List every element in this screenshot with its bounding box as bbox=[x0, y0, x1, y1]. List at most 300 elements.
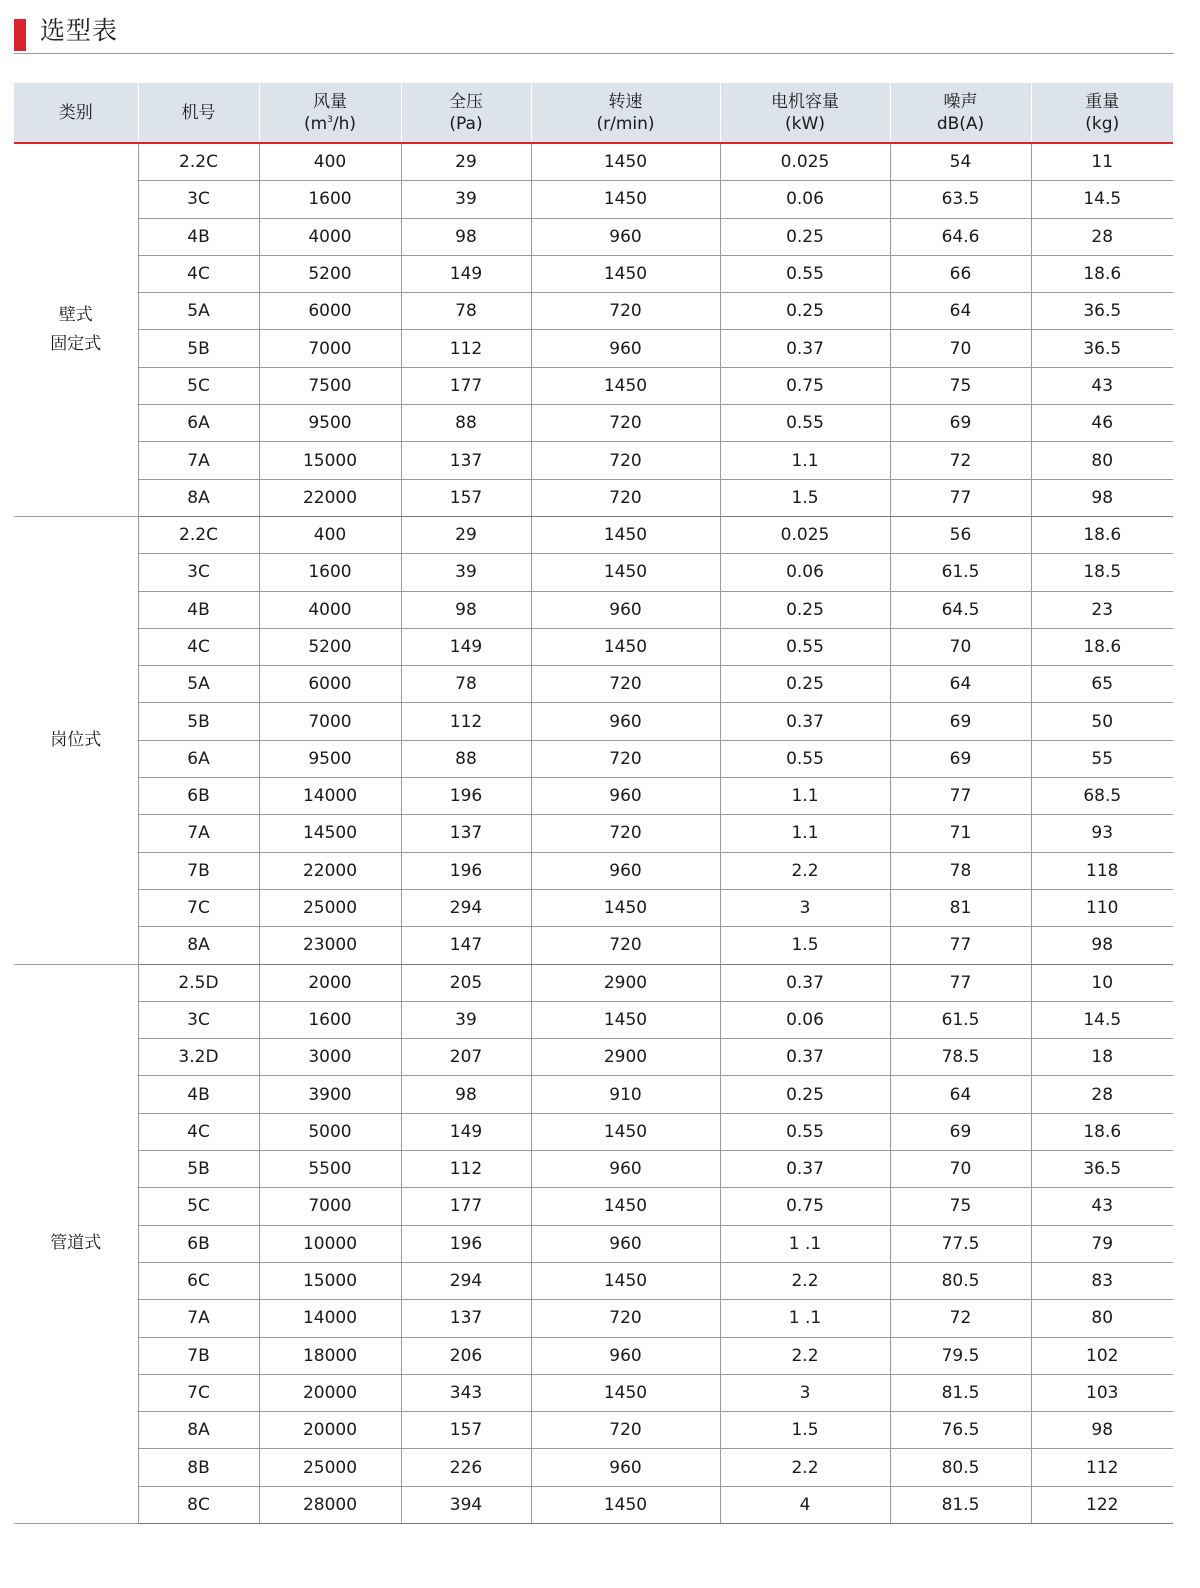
pressure-cell: 394 bbox=[401, 1486, 531, 1523]
header-model: 机号 bbox=[138, 83, 259, 143]
speed-cell: 720 bbox=[531, 442, 720, 479]
table-row bbox=[14, 255, 1173, 292]
speed-cell: 1450 bbox=[531, 1374, 720, 1411]
airflow-cell: 10000 bbox=[259, 1225, 401, 1262]
noise-cell: 75 bbox=[890, 367, 1031, 404]
table-row bbox=[14, 1486, 1173, 1523]
pressure-cell: 196 bbox=[401, 852, 531, 889]
airflow-cell: 22000 bbox=[259, 852, 401, 889]
pressure-cell: 226 bbox=[401, 1449, 531, 1486]
motor-power-cell: 1.5 bbox=[720, 927, 890, 964]
table-row bbox=[14, 181, 1173, 218]
table-body bbox=[14, 143, 1173, 1523]
table-row bbox=[14, 927, 1173, 964]
pressure-cell: 196 bbox=[401, 1225, 531, 1262]
noise-cell: 77.5 bbox=[890, 1225, 1031, 1262]
airflow-cell: 9500 bbox=[259, 405, 401, 442]
motor-power-cell: 1.1 bbox=[720, 442, 890, 479]
pressure-cell: 157 bbox=[401, 479, 531, 516]
selection-table bbox=[14, 83, 1173, 1524]
speed-cell: 960 bbox=[531, 1225, 720, 1262]
speed-cell: 1450 bbox=[531, 628, 720, 665]
model-cell: 5A bbox=[138, 666, 259, 703]
motor-power-cell: 0.25 bbox=[720, 591, 890, 628]
category-cell bbox=[14, 516, 138, 964]
pressure-cell: 137 bbox=[401, 1300, 531, 1337]
speed-cell: 1450 bbox=[531, 1188, 720, 1225]
model-cell: 8C bbox=[138, 1486, 259, 1523]
noise-cell: 80.5 bbox=[890, 1262, 1031, 1299]
noise-cell: 64 bbox=[890, 293, 1031, 330]
pressure-cell: 112 bbox=[401, 703, 531, 740]
airflow-cell: 15000 bbox=[259, 1262, 401, 1299]
noise-cell: 66 bbox=[890, 255, 1031, 292]
table-row bbox=[14, 143, 1173, 181]
table-row bbox=[14, 554, 1173, 591]
airflow-cell: 5200 bbox=[259, 255, 401, 292]
motor-power-cell: 0.25 bbox=[720, 218, 890, 255]
model-cell: 3C bbox=[138, 554, 259, 591]
pressure-cell: 207 bbox=[401, 1039, 531, 1076]
table-row bbox=[14, 703, 1173, 740]
noise-cell: 61.5 bbox=[890, 554, 1031, 591]
airflow-cell: 400 bbox=[259, 516, 401, 553]
weight-cell: 36.5 bbox=[1031, 293, 1173, 330]
motor-power-cell: 0.025 bbox=[720, 516, 890, 553]
motor-power-cell: 2.2 bbox=[720, 1262, 890, 1299]
pressure-cell: 137 bbox=[401, 442, 531, 479]
model-cell: 8A bbox=[138, 927, 259, 964]
category-label: 壁式 bbox=[58, 304, 93, 325]
pressure-cell: 112 bbox=[401, 1151, 531, 1188]
weight-cell: 80 bbox=[1031, 1300, 1173, 1337]
airflow-cell: 5500 bbox=[259, 1151, 401, 1188]
pressure-cell: 196 bbox=[401, 778, 531, 815]
table-row bbox=[14, 1412, 1173, 1449]
noise-cell: 70 bbox=[890, 1151, 1031, 1188]
noise-cell: 81.5 bbox=[890, 1486, 1031, 1523]
airflow-cell: 5000 bbox=[259, 1113, 401, 1150]
model-cell: 6A bbox=[138, 740, 259, 777]
speed-cell: 720 bbox=[531, 815, 720, 852]
speed-cell: 1450 bbox=[531, 1113, 720, 1150]
noise-cell: 63.5 bbox=[890, 181, 1031, 218]
airflow-cell: 2000 bbox=[259, 964, 401, 1001]
airflow-cell: 3900 bbox=[259, 1076, 401, 1113]
airflow-cell: 7000 bbox=[259, 703, 401, 740]
model-cell: 7A bbox=[138, 815, 259, 852]
model-cell: 6B bbox=[138, 778, 259, 815]
motor-power-cell: 0.37 bbox=[720, 330, 890, 367]
weight-cell: 43 bbox=[1031, 367, 1173, 404]
weight-cell: 102 bbox=[1031, 1337, 1173, 1374]
model-cell: 2.2C bbox=[138, 143, 259, 181]
speed-cell: 1450 bbox=[531, 255, 720, 292]
speed-cell: 960 bbox=[531, 778, 720, 815]
table-row bbox=[14, 1188, 1173, 1225]
speed-cell: 1450 bbox=[531, 1486, 720, 1523]
airflow-cell: 7000 bbox=[259, 1188, 401, 1225]
airflow-cell: 25000 bbox=[259, 1449, 401, 1486]
title-accent-mark bbox=[14, 19, 26, 51]
model-cell: 2.5D bbox=[138, 964, 259, 1001]
model-cell: 5B bbox=[138, 1151, 259, 1188]
noise-cell: 77 bbox=[890, 479, 1031, 516]
speed-cell: 2900 bbox=[531, 1039, 720, 1076]
pressure-cell: 78 bbox=[401, 666, 531, 703]
table-row bbox=[14, 1449, 1173, 1486]
table-row bbox=[14, 1151, 1173, 1188]
noise-cell: 79.5 bbox=[890, 1337, 1031, 1374]
motor-power-cell: 1 .1 bbox=[720, 1300, 890, 1337]
airflow-cell: 6000 bbox=[259, 293, 401, 330]
table-row bbox=[14, 852, 1173, 889]
airflow-cell: 7500 bbox=[259, 367, 401, 404]
pressure-cell: 78 bbox=[401, 293, 531, 330]
airflow-cell: 14000 bbox=[259, 778, 401, 815]
model-cell: 3C bbox=[138, 1001, 259, 1038]
model-cell: 5B bbox=[138, 703, 259, 740]
weight-cell: 43 bbox=[1031, 1188, 1173, 1225]
weight-cell: 18.5 bbox=[1031, 554, 1173, 591]
weight-cell: 18 bbox=[1031, 1039, 1173, 1076]
pressure-cell: 149 bbox=[401, 628, 531, 665]
motor-power-cell: 2.2 bbox=[720, 1337, 890, 1374]
pressure-cell: 39 bbox=[401, 1001, 531, 1038]
table-row bbox=[14, 628, 1173, 665]
noise-cell: 70 bbox=[890, 628, 1031, 665]
motor-power-cell: 1 .1 bbox=[720, 1225, 890, 1262]
airflow-cell: 9500 bbox=[259, 740, 401, 777]
pressure-cell: 29 bbox=[401, 143, 531, 181]
motor-power-cell: 0.55 bbox=[720, 405, 890, 442]
model-cell: 8A bbox=[138, 1412, 259, 1449]
category-label: 管道式 bbox=[50, 1233, 102, 1254]
noise-cell: 71 bbox=[890, 815, 1031, 852]
noise-cell: 72 bbox=[890, 442, 1031, 479]
table-row bbox=[14, 442, 1173, 479]
speed-cell: 1450 bbox=[531, 1262, 720, 1299]
noise-cell: 81.5 bbox=[890, 1374, 1031, 1411]
speed-cell: 960 bbox=[531, 591, 720, 628]
noise-cell: 78.5 bbox=[890, 1039, 1031, 1076]
airflow-cell: 28000 bbox=[259, 1486, 401, 1523]
table-row bbox=[14, 1225, 1173, 1262]
motor-power-cell: 0.06 bbox=[720, 1001, 890, 1038]
weight-cell: 110 bbox=[1031, 889, 1173, 926]
noise-cell: 64 bbox=[890, 666, 1031, 703]
noise-cell: 64.5 bbox=[890, 591, 1031, 628]
pressure-cell: 39 bbox=[401, 181, 531, 218]
table-row bbox=[14, 889, 1173, 926]
model-cell: 6C bbox=[138, 1262, 259, 1299]
speed-cell: 960 bbox=[531, 1151, 720, 1188]
speed-cell: 720 bbox=[531, 293, 720, 330]
table-row bbox=[14, 1113, 1173, 1150]
pressure-cell: 149 bbox=[401, 255, 531, 292]
model-cell: 4B bbox=[138, 591, 259, 628]
motor-power-cell: 0.25 bbox=[720, 1076, 890, 1113]
pressure-cell: 294 bbox=[401, 889, 531, 926]
pressure-cell: 88 bbox=[401, 740, 531, 777]
model-cell: 7C bbox=[138, 1374, 259, 1411]
weight-cell: 23 bbox=[1031, 591, 1173, 628]
speed-cell: 960 bbox=[531, 852, 720, 889]
noise-cell: 76.5 bbox=[890, 1412, 1031, 1449]
speed-cell: 960 bbox=[531, 1449, 720, 1486]
model-cell: 8B bbox=[138, 1449, 259, 1486]
pressure-cell: 206 bbox=[401, 1337, 531, 1374]
table-row bbox=[14, 367, 1173, 404]
speed-cell: 960 bbox=[531, 703, 720, 740]
pressure-cell: 177 bbox=[401, 1188, 531, 1225]
category-label-line2: 固定式 bbox=[50, 333, 102, 354]
airflow-cell: 20000 bbox=[259, 1374, 401, 1411]
table-row bbox=[14, 516, 1173, 553]
airflow-cell: 20000 bbox=[259, 1412, 401, 1449]
airflow-cell: 18000 bbox=[259, 1337, 401, 1374]
weight-cell: 14.5 bbox=[1031, 181, 1173, 218]
motor-power-cell: 0.25 bbox=[720, 666, 890, 703]
table-row bbox=[14, 1337, 1173, 1374]
model-cell: 4C bbox=[138, 628, 259, 665]
model-cell: 7C bbox=[138, 889, 259, 926]
airflow-cell: 6000 bbox=[259, 666, 401, 703]
table-row bbox=[14, 405, 1173, 442]
motor-power-cell: 2.2 bbox=[720, 1449, 890, 1486]
weight-cell: 36.5 bbox=[1031, 1151, 1173, 1188]
weight-cell: 65 bbox=[1031, 666, 1173, 703]
weight-cell: 28 bbox=[1031, 218, 1173, 255]
table-row bbox=[14, 1374, 1173, 1411]
speed-cell: 960 bbox=[531, 330, 720, 367]
noise-cell: 56 bbox=[890, 516, 1031, 553]
table-row bbox=[14, 666, 1173, 703]
noise-cell: 81 bbox=[890, 889, 1031, 926]
speed-cell: 720 bbox=[531, 1300, 720, 1337]
motor-power-cell: 0.06 bbox=[720, 181, 890, 218]
motor-power-cell: 4 bbox=[720, 1486, 890, 1523]
model-cell: 4B bbox=[138, 218, 259, 255]
motor-power-cell: 3 bbox=[720, 1374, 890, 1411]
header-airflow: 风量 $(m^3/h)$ bbox=[259, 83, 401, 143]
category-cell bbox=[14, 143, 138, 516]
table-row bbox=[14, 218, 1173, 255]
category-label: 岗位式 bbox=[50, 729, 102, 750]
weight-cell: 55 bbox=[1031, 740, 1173, 777]
pressure-cell: 149 bbox=[401, 1113, 531, 1150]
speed-cell: 2900 bbox=[531, 964, 720, 1001]
table-row bbox=[14, 1039, 1173, 1076]
page-title: 选型表 bbox=[40, 16, 119, 45]
model-cell: 5C bbox=[138, 1188, 259, 1225]
weight-cell: 28 bbox=[1031, 1076, 1173, 1113]
motor-power-cell: 3 bbox=[720, 889, 890, 926]
model-cell: 6A bbox=[138, 405, 259, 442]
weight-cell: 98 bbox=[1031, 1412, 1173, 1449]
table-row bbox=[14, 964, 1173, 1001]
weight-cell: 14.5 bbox=[1031, 1001, 1173, 1038]
speed-cell: 720 bbox=[531, 1412, 720, 1449]
model-cell: 7B bbox=[138, 852, 259, 889]
noise-cell: 61.5 bbox=[890, 1001, 1031, 1038]
pressure-cell: 137 bbox=[401, 815, 531, 852]
airflow-cell: 7000 bbox=[259, 330, 401, 367]
weight-cell: 11 bbox=[1031, 143, 1173, 181]
speed-cell: 1450 bbox=[531, 143, 720, 181]
speed-cell: 720 bbox=[531, 927, 720, 964]
airflow-cell: 5200 bbox=[259, 628, 401, 665]
motor-power-cell: 0.25 bbox=[720, 293, 890, 330]
weight-cell: 98 bbox=[1031, 927, 1173, 964]
pressure-cell: 112 bbox=[401, 330, 531, 367]
header-noise: 噪声 dB(A) bbox=[890, 83, 1031, 143]
model-cell: 6B bbox=[138, 1225, 259, 1262]
weight-cell: 79 bbox=[1031, 1225, 1173, 1262]
model-cell: 3.2D bbox=[138, 1039, 259, 1076]
speed-cell: 1450 bbox=[531, 554, 720, 591]
weight-cell: 112 bbox=[1031, 1449, 1173, 1486]
table-row bbox=[14, 778, 1173, 815]
model-cell: 2.2C bbox=[138, 516, 259, 553]
table-row bbox=[14, 479, 1173, 516]
speed-cell: 1450 bbox=[531, 1001, 720, 1038]
header-pressure: 全压 (Pa) bbox=[401, 83, 531, 143]
speed-cell: 1450 bbox=[531, 889, 720, 926]
model-cell: 7A bbox=[138, 1300, 259, 1337]
noise-cell: 77 bbox=[890, 778, 1031, 815]
airflow-cell: 3000 bbox=[259, 1039, 401, 1076]
model-cell: 7A bbox=[138, 442, 259, 479]
noise-cell: 54 bbox=[890, 143, 1031, 181]
category-cell bbox=[14, 964, 138, 1523]
weight-cell: 118 bbox=[1031, 852, 1173, 889]
weight-cell: 98 bbox=[1031, 479, 1173, 516]
noise-cell: 77 bbox=[890, 927, 1031, 964]
pressure-cell: 98 bbox=[401, 1076, 531, 1113]
airflow-cell: 15000 bbox=[259, 442, 401, 479]
airflow-cell: 4000 bbox=[259, 218, 401, 255]
weight-cell: 83 bbox=[1031, 1262, 1173, 1299]
motor-power-cell: 0.37 bbox=[720, 964, 890, 1001]
table-row bbox=[14, 293, 1173, 330]
motor-power-cell: 0.75 bbox=[720, 1188, 890, 1225]
model-cell: 4C bbox=[138, 255, 259, 292]
pressure-cell: 177 bbox=[401, 367, 531, 404]
table-row bbox=[14, 330, 1173, 367]
header-weight: 重量 (kg) bbox=[1031, 83, 1173, 143]
airflow-cell: 1600 bbox=[259, 1001, 401, 1038]
motor-power-cell: 1.5 bbox=[720, 479, 890, 516]
model-cell: 4B bbox=[138, 1076, 259, 1113]
speed-cell: 720 bbox=[531, 479, 720, 516]
noise-cell: 64 bbox=[890, 1076, 1031, 1113]
airflow-cell: 1600 bbox=[259, 181, 401, 218]
model-cell: 5B bbox=[138, 330, 259, 367]
weight-cell: 10 bbox=[1031, 964, 1173, 1001]
speed-cell: 720 bbox=[531, 405, 720, 442]
motor-power-cell: 0.37 bbox=[720, 703, 890, 740]
airflow-cell: 23000 bbox=[259, 927, 401, 964]
weight-cell: 18.6 bbox=[1031, 516, 1173, 553]
weight-cell: 18.6 bbox=[1031, 1113, 1173, 1150]
pressure-cell: 39 bbox=[401, 554, 531, 591]
model-cell: 4C bbox=[138, 1113, 259, 1150]
header-motor-power: 电机容量 (kW) bbox=[720, 83, 890, 143]
airflow-cell: 4000 bbox=[259, 591, 401, 628]
noise-cell: 80.5 bbox=[890, 1449, 1031, 1486]
model-cell: 8A bbox=[138, 479, 259, 516]
pressure-cell: 88 bbox=[401, 405, 531, 442]
motor-power-cell: 0.55 bbox=[720, 740, 890, 777]
speed-cell: 720 bbox=[531, 740, 720, 777]
weight-cell: 18.6 bbox=[1031, 628, 1173, 665]
airflow-cell: 14000 bbox=[259, 1300, 401, 1337]
model-cell: 5C bbox=[138, 367, 259, 404]
weight-cell: 80 bbox=[1031, 442, 1173, 479]
motor-power-cell: 2.2 bbox=[720, 852, 890, 889]
weight-cell: 103 bbox=[1031, 1374, 1173, 1411]
noise-cell: 64.6 bbox=[890, 218, 1031, 255]
section-title-bar bbox=[14, 13, 1174, 54]
speed-cell: 1450 bbox=[531, 516, 720, 553]
noise-cell: 69 bbox=[890, 703, 1031, 740]
header-speed: 转速 (r/min) bbox=[531, 83, 720, 143]
airflow-cell: 22000 bbox=[259, 479, 401, 516]
motor-power-cell: 0.37 bbox=[720, 1151, 890, 1188]
table-row bbox=[14, 1300, 1173, 1337]
airflow-cell: 1600 bbox=[259, 554, 401, 591]
speed-cell: 720 bbox=[531, 666, 720, 703]
weight-cell: 36.5 bbox=[1031, 330, 1173, 367]
weight-cell: 50 bbox=[1031, 703, 1173, 740]
pressure-cell: 29 bbox=[401, 516, 531, 553]
weight-cell: 93 bbox=[1031, 815, 1173, 852]
noise-cell: 72 bbox=[890, 1300, 1031, 1337]
speed-cell: 1450 bbox=[531, 367, 720, 404]
motor-power-cell: 0.55 bbox=[720, 628, 890, 665]
motor-power-cell: 1.5 bbox=[720, 1412, 890, 1449]
model-cell: 7B bbox=[138, 1337, 259, 1374]
airflow-cell: 14500 bbox=[259, 815, 401, 852]
noise-cell: 78 bbox=[890, 852, 1031, 889]
pressure-cell: 294 bbox=[401, 1262, 531, 1299]
motor-power-cell: 0.025 bbox=[720, 143, 890, 181]
weight-cell: 68.5 bbox=[1031, 778, 1173, 815]
speed-cell: 1450 bbox=[531, 181, 720, 218]
header-row bbox=[14, 83, 1173, 143]
table-row bbox=[14, 815, 1173, 852]
table-row bbox=[14, 740, 1173, 777]
noise-cell: 70 bbox=[890, 330, 1031, 367]
pressure-cell: 147 bbox=[401, 927, 531, 964]
weight-cell: 18.6 bbox=[1031, 255, 1173, 292]
table-row bbox=[14, 1262, 1173, 1299]
airflow-cell: 25000 bbox=[259, 889, 401, 926]
noise-cell: 69 bbox=[890, 740, 1031, 777]
pressure-cell: 205 bbox=[401, 964, 531, 1001]
motor-power-cell: 0.55 bbox=[720, 1113, 890, 1150]
speed-cell: 910 bbox=[531, 1076, 720, 1113]
speed-cell: 960 bbox=[531, 218, 720, 255]
motor-power-cell: 0.06 bbox=[720, 554, 890, 591]
pressure-cell: 157 bbox=[401, 1412, 531, 1449]
noise-cell: 69 bbox=[890, 405, 1031, 442]
table-row bbox=[14, 1001, 1173, 1038]
model-cell: 3C bbox=[138, 181, 259, 218]
speed-cell: 960 bbox=[531, 1337, 720, 1374]
noise-cell: 75 bbox=[890, 1188, 1031, 1225]
